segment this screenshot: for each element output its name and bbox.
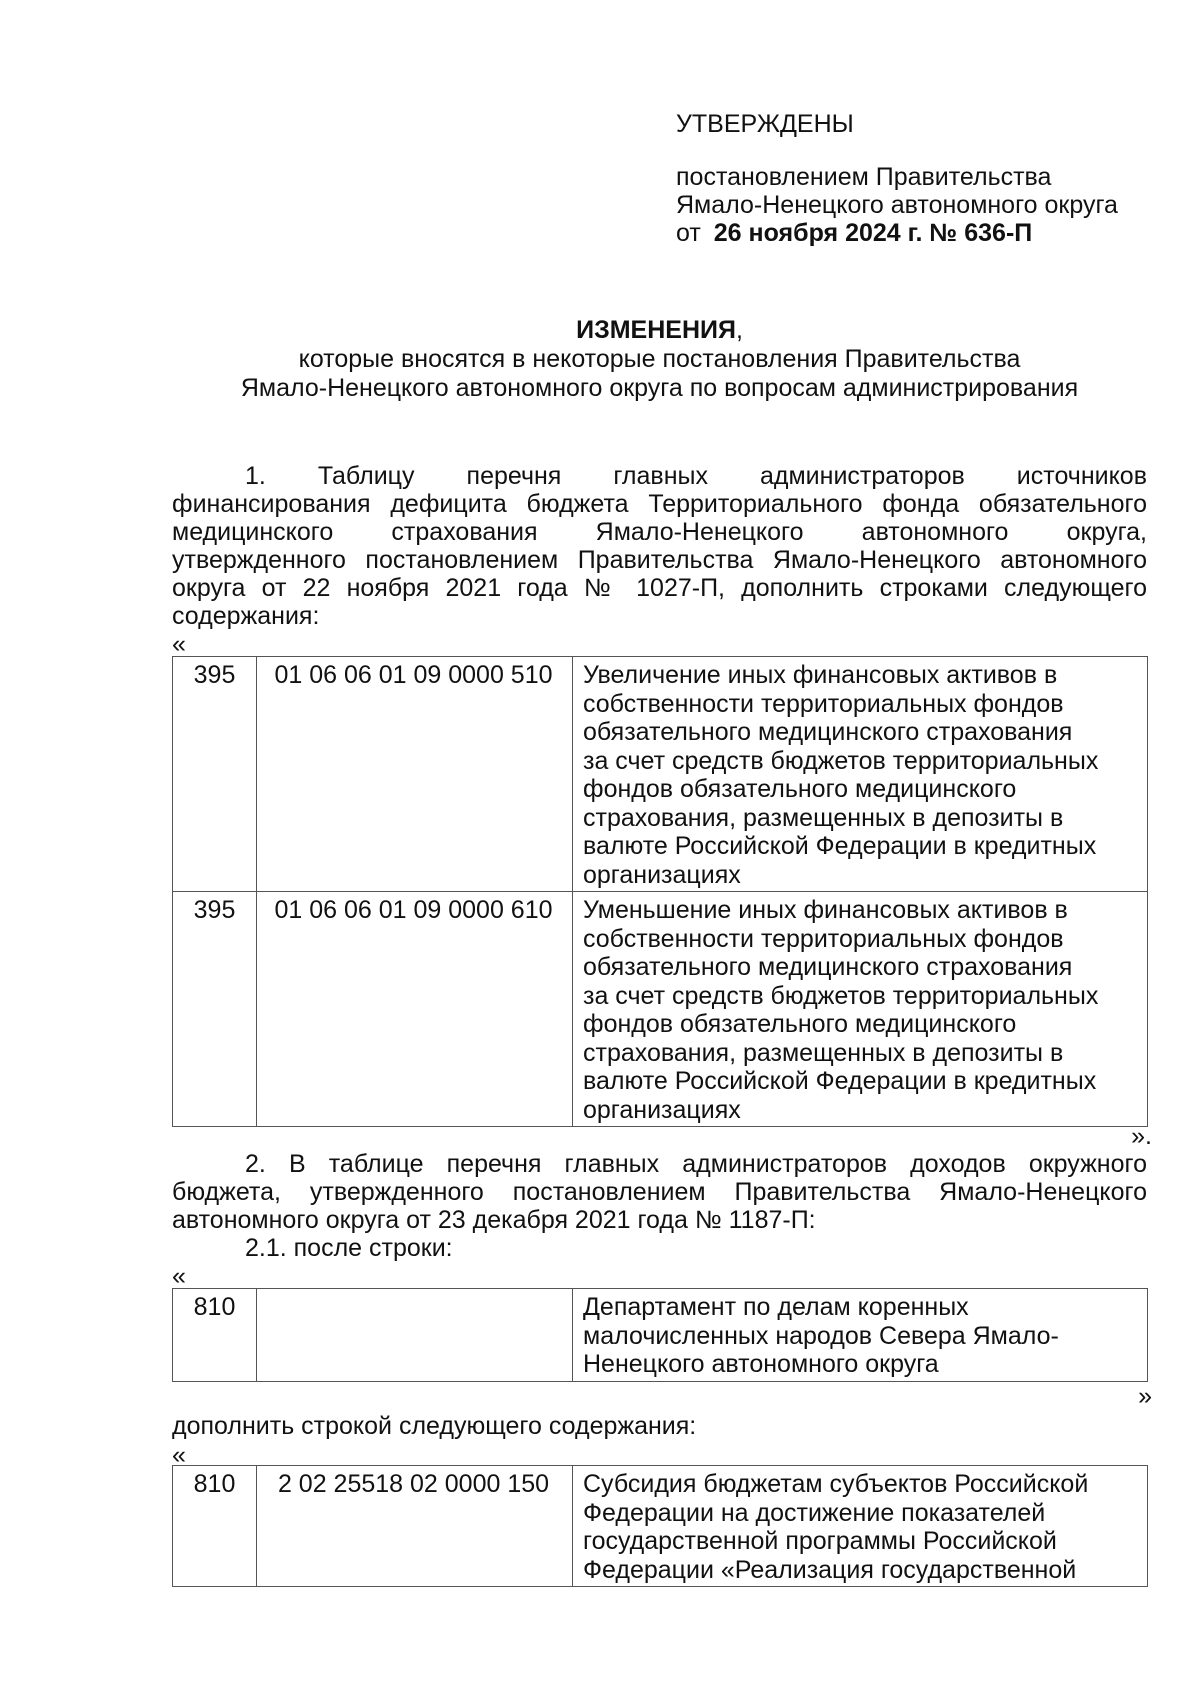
section1-line-4: утвержденного постановлением Правительства Ямало-Ненецкого автономного	[172, 546, 1147, 574]
table-row	[173, 1289, 1148, 1382]
approval-block	[676, 110, 1156, 247]
section2-open-quote-2: «	[172, 1441, 186, 1469]
cell-admin-code: 395	[173, 892, 257, 1127]
desc-line: валюте Российской Федерации в кредитных	[583, 1067, 1097, 1095]
cell-admin-code: 395	[173, 657, 257, 892]
section2-after-table	[172, 1288, 1148, 1382]
title-subtitle-1: которые вносятся в некоторые постановления Правительства	[298, 345, 1021, 373]
desc-line: фондов обязательного медицинского	[583, 1010, 1017, 1038]
section2-line-3: автономного округа от 23 декабря 2021 года № 1187-П:	[172, 1206, 816, 1234]
section2-line-1: 2. В таблице перечня главных администраторов доходов окружного	[245, 1150, 1147, 1178]
document-title	[172, 316, 1147, 344]
desc-line: фондов обязательного медицинского	[583, 775, 1017, 803]
desc-line: обязательного медицинского страхования	[583, 718, 1073, 746]
title-main: ИЗМЕНЕНИЯ	[576, 316, 736, 344]
approval-date-number: 26 ноября 2024 г. № 636-П	[713, 219, 1033, 247]
desc-line: Федерации «Реализация государственной	[583, 1555, 1077, 1584]
cell-budget-code	[257, 1289, 573, 1382]
desc-line: собственности территориальных фондов	[583, 924, 1064, 953]
cell-description	[573, 1289, 1148, 1382]
desc-line: за счет средств бюджетов территориальных	[583, 981, 1099, 1010]
cell-description	[573, 1466, 1148, 1587]
desc-line: Уменьшение иных финансовых активов в	[583, 896, 1068, 924]
desc-line: валюте Российской Федерации в кредитных	[583, 832, 1097, 860]
desc-line: за счет средств бюджетов территориальных	[583, 746, 1099, 775]
section2-sub-item: 2.1. после строки:	[245, 1234, 453, 1262]
desc-line: государственной программы Российской	[583, 1527, 1057, 1555]
desc-line: Департамент по делам коренных	[583, 1293, 969, 1321]
section1-line-1: 1. Таблицу перечня главных администраторов источников	[245, 462, 1147, 490]
section2-new-table	[172, 1465, 1148, 1587]
desc-line: Субсидия бюджетам субъектов Российской	[583, 1470, 1089, 1498]
cell-budget-code: 2 02 25518 02 0000 150	[257, 1466, 573, 1587]
section1-table	[172, 656, 1148, 1127]
section2-line-2: бюджета, утвержденного постановлением Правительства Ямало-Ненецкого	[172, 1178, 1147, 1206]
desc-line: Ненецкого автономного округа	[583, 1350, 939, 1378]
title-comma: ,	[735, 316, 743, 344]
table-row	[173, 892, 1148, 1127]
desc-line: страхования, размещенных в депозиты в	[583, 803, 1064, 832]
section1-line-3: медицинского страхования Ямало-Ненецкого автономного округа,	[172, 518, 1147, 546]
section1-close-quote: ».	[1131, 1122, 1152, 1150]
section1-line-6: содержания:	[172, 602, 320, 630]
desc-line: организациях	[583, 1095, 741, 1124]
cell-description	[573, 892, 1148, 1127]
desc-line: организациях	[583, 860, 741, 889]
desc-line: собственности территориальных фондов	[583, 689, 1064, 718]
desc-line: малочисленных народов Севера Ямало-	[583, 1321, 1059, 1350]
table-row	[173, 657, 1148, 892]
approval-date-line	[676, 219, 1156, 247]
cell-admin-code: 810	[173, 1466, 257, 1587]
cell-description	[573, 657, 1148, 892]
cell-budget-code: 01 06 06 01 09 0000 610	[257, 892, 573, 1127]
section2-add-text: дополнить строкой следующего содержания:	[172, 1412, 697, 1440]
desc-line: Федерации на достижение показателей	[583, 1498, 1046, 1527]
approval-date-prefix: от	[676, 219, 701, 247]
approval-heading: УТВЕРЖДЕНЫ	[676, 110, 854, 138]
desc-line: Увеличение иных финансовых активов в	[583, 661, 1058, 689]
section1-line-5: округа от 22 ноября 2021 года № 1027-П, дополнить строками следующего	[172, 574, 1147, 602]
cell-admin-code: 810	[173, 1289, 257, 1382]
cell-budget-code: 01 06 06 01 09 0000 510	[257, 657, 573, 892]
table-row	[173, 1466, 1148, 1587]
approval-line-1: постановлением Правительства	[676, 163, 1052, 191]
section2-open-quote-1: «	[172, 1262, 186, 1290]
desc-line: обязательного медицинского страхования	[583, 953, 1073, 981]
approval-line-2: Ямало-Ненецкого автономного округа	[676, 191, 1118, 219]
section1-line-2: финансирования дефицита бюджета Территориального фонда обязательного	[172, 490, 1147, 518]
desc-line: страхования, размещенных в депозиты в	[583, 1038, 1064, 1067]
section2-close-quote-1: »	[1138, 1382, 1152, 1410]
title-subtitle-2: Ямало-Ненецкого автономного округа по вопросам администрирования	[240, 374, 1079, 402]
section1-open-quote: «	[172, 630, 186, 658]
